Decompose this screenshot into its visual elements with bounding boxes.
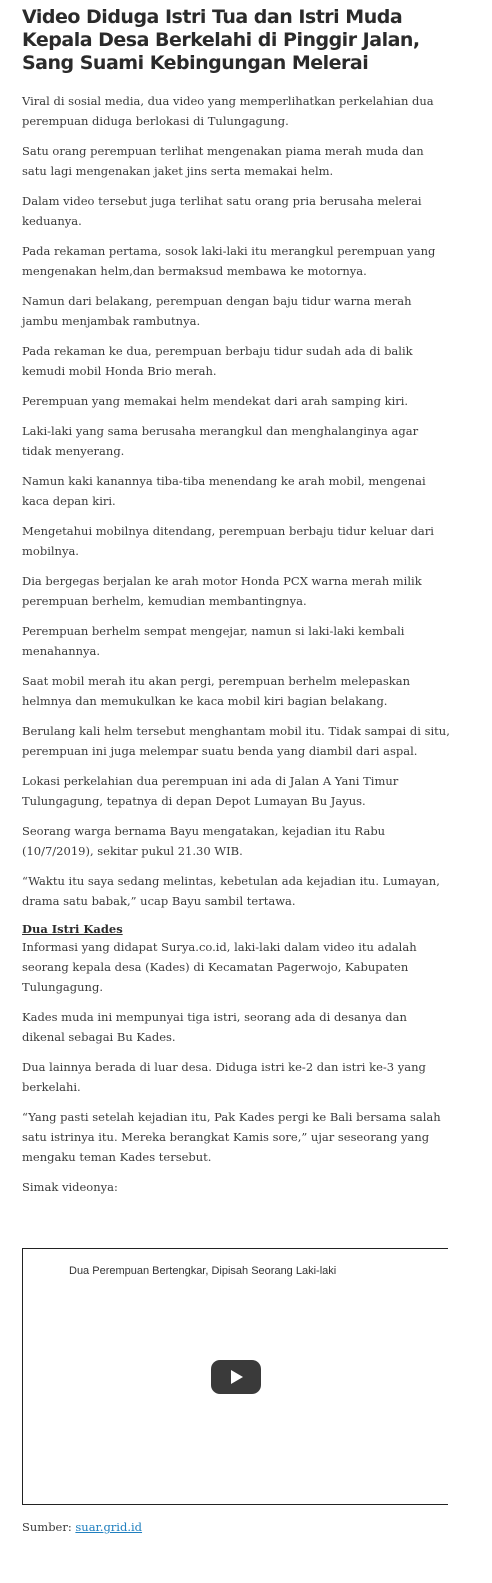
paragraph: “Yang pasti setelah kejadian itu, Pak Kades pergi ke Bali bersama salah satu istrinya itu. Mereka berangkat Kamis sore,” ujar seseorang yang mengaku teman Kades tersebut. — [22, 1110, 441, 1164]
paragraph: Saat mobil merah itu akan pergi, perempuan berhelm melepaskan helmnya dan memukulkan ke kaca mobil kiri bagian belakang. — [22, 674, 411, 708]
paragraph: Dalam video tersebut juga terlihat satu orang pria berusaha melerai keduanya. — [22, 194, 422, 228]
paragraph: Satu orang perempuan terlihat mengenakan piama merah muda dan satu lagi mengenakan jaket jins serta memakai helm. — [22, 144, 424, 178]
paragraph: Laki-laki yang sama berusaha merangkul dan menghalanginya agar tidak menyerang. — [22, 424, 419, 458]
paragraph: Dia bergegas berjalan ke arah motor Honda PCX warna merah milik perempuan berhelm, kemudian membantingnya. — [22, 574, 422, 608]
paragraph: Informasi yang didapat Surya.co.id, laki-laki dalam video itu adalah seorang kepala desa (Kades) di Kecamatan Pagerwojo, Kabupaten Tulungagung. — [22, 940, 417, 994]
paragraph: Mengetahui mobilnya ditendang, perempuan berbaju tidur keluar dari mobilnya. — [22, 524, 434, 558]
paragraph: “Waktu itu saya sedang melintas, kebetulan ada kejadian itu. Lumayan, drama satu babak,” ucap Bayu sambil tertawa. — [22, 874, 440, 908]
article — [22, 0, 450, 1207]
source-label: Sumber: — [22, 1520, 72, 1534]
video-title[interactable]: Dua Perempuan Bertengkar, Dipisah Seorang Laki-laki — [69, 1265, 337, 1277]
source-link[interactable]: suar.grid.id — [75, 1520, 143, 1534]
subheading: Dua Istri Kades — [22, 922, 123, 936]
article-body — [22, 91, 450, 911]
article-title: Video Diduga Istri Tua dan Istri Muda Kepala Desa Berkelahi di Pinggir Jalan, Sang Suami Kebingungan Melerai — [22, 6, 420, 74]
play-button[interactable] — [211, 1360, 261, 1394]
paragraph: Berulang kali helm tersebut menghantam mobil itu. Tidak sampai di situ, perempuan ini juga melempar suatu benda yang diambil dari aspal. — [22, 724, 450, 758]
source-line — [22, 1518, 142, 1536]
paragraph: Pada rekaman ke dua, perempuan berbaju tidur sudah ada di balik kemudi mobil Honda Brio merah. — [22, 344, 413, 378]
paragraph: Kades muda ini mempunyai tiga istri, seorang ada di desanya dan dikenal sebagai Bu Kades. — [22, 1010, 407, 1044]
paragraph: Pada rekaman pertama, sosok laki-laki itu merangkul perempuan yang mengenakan helm,dan bermaksud membawa ke motornya. — [22, 244, 436, 278]
paragraph: Viral di sosial media, dua video yang memperlihatkan perkelahian dua perempuan diduga berlokasi di Tulungagung. — [22, 94, 434, 128]
paragraph: Namun kaki kanannya tiba-tiba menendang ke arah mobil, mengenai kaca depan kiri. — [22, 474, 426, 508]
play-icon — [231, 1370, 243, 1384]
paragraph: Seorang warga bernama Bayu mengatakan, kejadian itu Rabu (10/7/2019), sekitar pukul 21.30 WIB. — [22, 824, 386, 858]
paragraph: Simak videonya: — [22, 1180, 118, 1194]
paragraph: Perempuan yang memakai helm mendekat dari arah samping kiri. — [22, 394, 409, 408]
paragraph: Lokasi perkelahian dua perempuan ini ada di Jalan A Yani Timur Tulungagung, tepatnya di depan Depot Lumayan Bu Jayus. — [22, 774, 399, 808]
paragraph: Namun dari belakang, perempuan dengan baju tidur warna merah jambu menjambak rambutnya. — [22, 294, 412, 328]
video-embed[interactable] — [22, 1248, 448, 1505]
paragraph: Perempuan berhelm sempat mengejar, namun si laki-laki kembali menahannya. — [22, 624, 405, 658]
paragraph: Dua lainnya berada di luar desa. Diduga istri ke-2 dan istri ke-3 yang berkelahi. — [22, 1060, 426, 1094]
article-body-continued — [22, 937, 450, 1197]
